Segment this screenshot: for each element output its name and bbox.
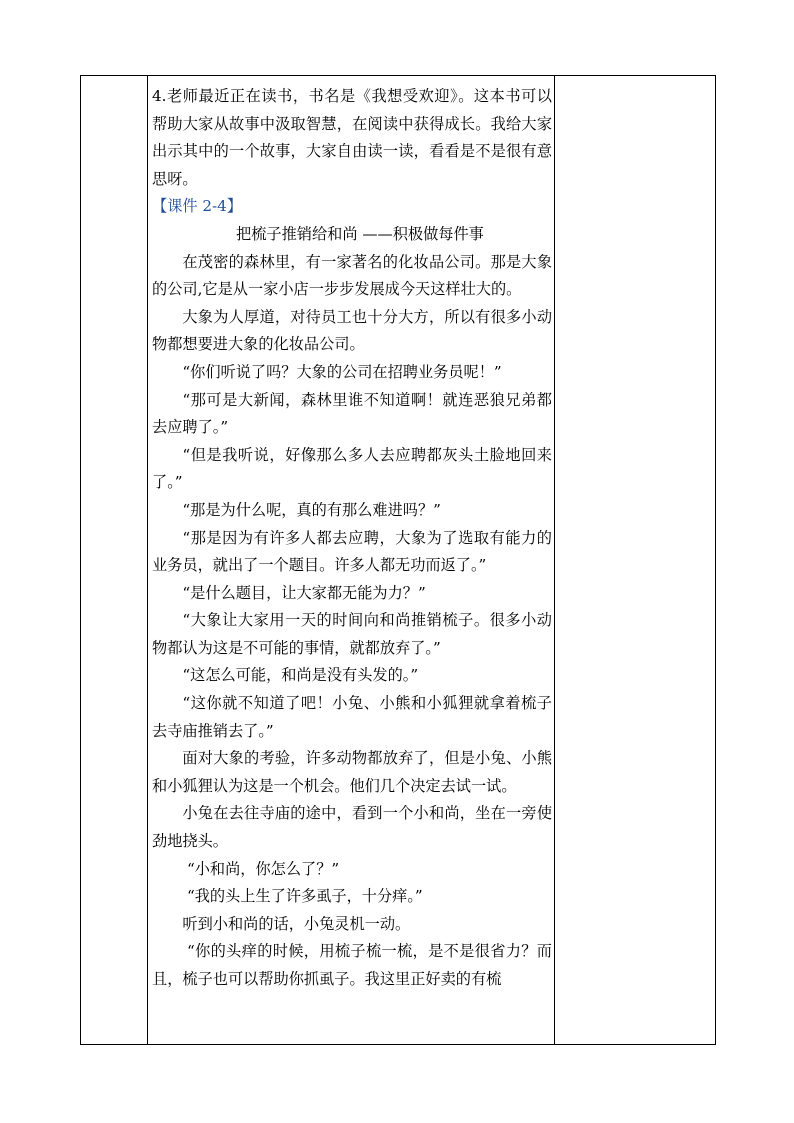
courseware-label: 【课件 2-4】: [152, 197, 243, 216]
story-paragraph: “那是因为有许多人都去应聘，大象为了选取有能力的业务员，就出了一个题目。许多人都无功而返了。”: [152, 528, 552, 575]
story-paragraph: “这怎么可能，和尚是没有头发的。”: [182, 666, 419, 685]
right-column-cell: [555, 76, 716, 1045]
story-paragraph: “但是我听说，好像那么多人去应聘都灰头土脸地回来了。”: [152, 445, 552, 492]
story-paragraph: “这你就不知道了吧！小兔、小熊和小狐狸就拿着梳子去寺庙推销去了。”: [152, 694, 552, 740]
story-paragraph: 小兔在去往寺庙的途中，看到一个小和尚，坐在一旁使劲地挠头。: [152, 804, 552, 851]
table-row: [81, 76, 716, 1045]
story-paragraph: “我的头上生了许多虱子，十分痒。”: [186, 887, 423, 906]
lesson-content: [148, 76, 554, 1043]
intro-paragraph: 4.老师最近正在读书，书名是《我想受欢迎》。这本书可以帮助大家从故事中汲取智慧，在阅读中获得成长。我给大家出示其中的一个故事，大家自由读一读，看看是不是很有意思呀。: [152, 87, 552, 188]
lesson-plan-table: [80, 75, 716, 1045]
story-paragraph: 面对大象的考验，许多动物都放弃了，但是小兔、小熊和小狐狸认为这是一个机会。他们几个决定去试一试。: [152, 749, 552, 795]
story-title: 把梳子推销给和尚 ——积极做每件事: [236, 224, 484, 243]
content-column-cell: [148, 76, 555, 1045]
story-paragraph: “是什么题目，让大家都无能为力？”: [182, 583, 426, 602]
story-paragraph: 大象为人厚道，对待员工也十分大方，所以有很多小动物都想要进大象的化妆品公司。: [152, 307, 552, 354]
story-paragraph: “小和尚，你怎么了？”: [186, 859, 340, 878]
left-column-cell: [81, 76, 148, 1045]
story-paragraph: “大象让大家用一天的时间向和尚推销梳子。很多小动物都认为这是不可能的事情，就都放弃了。”: [152, 611, 552, 657]
story-paragraph: 听到小和尚的话，小兔灵机一动。: [182, 914, 411, 933]
story-paragraph: “那是为什么呢，真的有那么难进吗？”: [182, 500, 441, 519]
story-paragraph: “那可是大新闻，森林里谁不知道啊！就连恶狼兄弟都去应聘了。”: [152, 390, 552, 437]
story-paragraph: “你们听说了吗？大象的公司在招聘业务员呢！”: [182, 362, 502, 381]
story-paragraph: 在茂密的森林里，有一家著名的化妆品公司。那是大象的公司,它是从一家小店一步步发展成今天这样壮大的。: [152, 252, 552, 299]
story-paragraph: “你的头痒的时候，用梳子梳一梳，是不是很省力？而且，梳子也可以帮助你抓虱子。我这里正好卖的有梳: [152, 942, 552, 988]
